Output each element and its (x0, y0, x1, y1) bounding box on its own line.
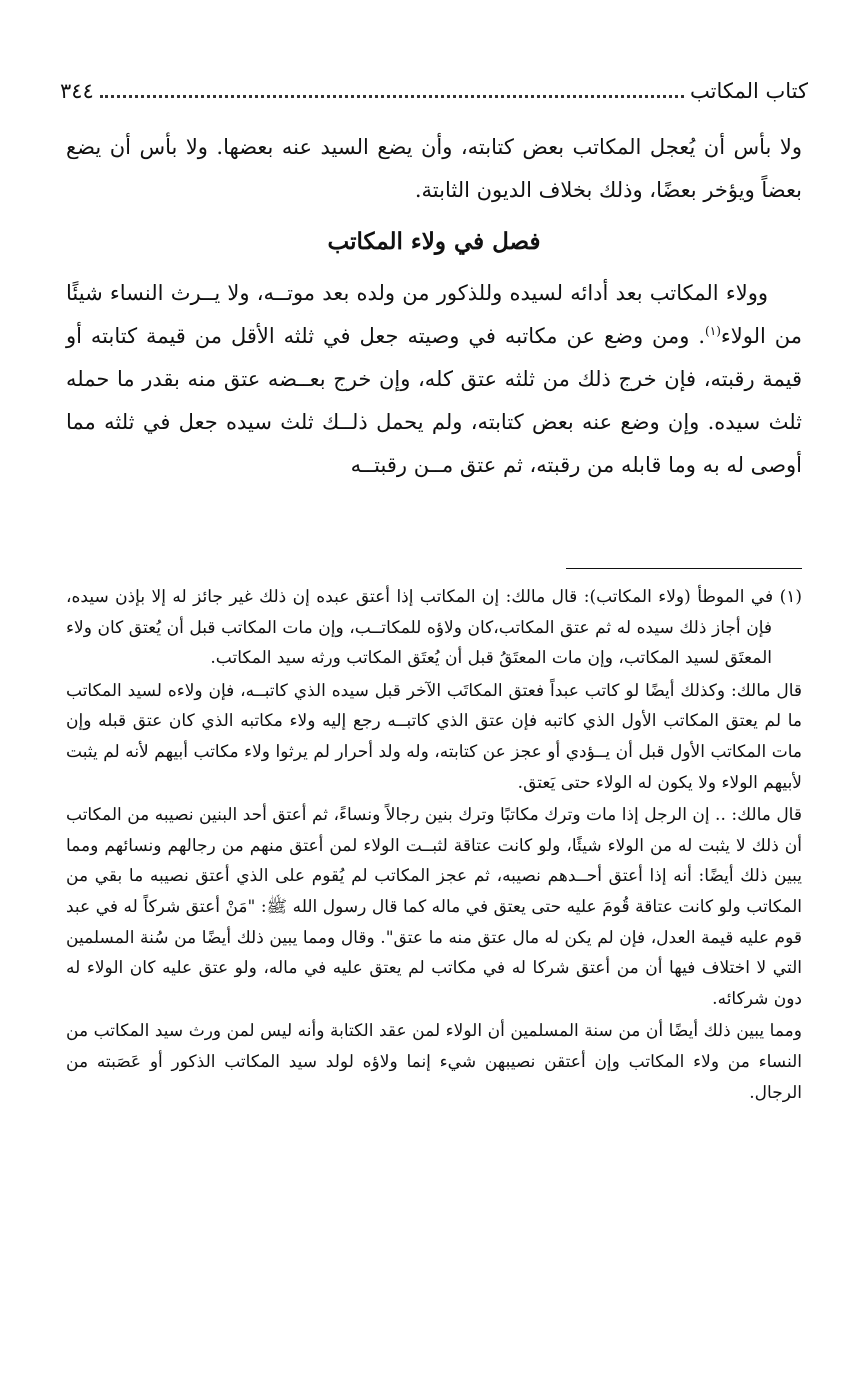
main-text (66, 126, 802, 487)
footnote-marker[interactable]: (١) (705, 324, 721, 338)
page-header (60, 66, 808, 106)
page-number: ٣٤٤ (60, 79, 94, 103)
running-title: كتاب المكاتب (689, 79, 808, 103)
paragraph-wala (66, 272, 802, 487)
section-heading: فصل في ولاء المكاتب (327, 228, 541, 255)
dotted-leader (100, 95, 684, 98)
footnote-1-paragraph-3: قال مالك: .. إن الرجل إذا مات وترك مكاتبًا وترك بنين رجالاً ونساءً، ثم أعتق أحد البنين نصيبه من المكاتب أن ذلك لا يثبت له من الولاء شيئًا، ولو كانت عتاقة لثبــت الولاء لمن أعتق منهم من رجالهم ونسائهم ومما يبين ذلك أيضًا: أنه إذا أعتق أحــدهم نصيبه، ثم عجز المكاتب لم يُقوم على الذي أعتق نصيبه ما بقي من المكاتب ولو كانت عتاقة قُومَ عليه حتى يعتق في ماله كما قال رسول الله ﷺ: "مَنْ أعتق شركاً له في عبد قوم عليه قيمة العدل، فإن لم يكن له مال عتق منه ما عتق". وقال ومما يبين ذلك أيضًا من سُنة المسلمين التي لا اختلاف فيها أن من أعتق شركا له في مكاتب لم يعتق عليه في ماله، ولو عتق عليه كان الولاء له دون شركائه. (66, 805, 802, 1009)
footnote-1-paragraph-1: (١) في الموطأ (ولاء المكاتب): قال مالك: إن المكاتب إذا أعتق عبده إن ذلك غير جائز له إلا بإذن سيده، فإن أجاز ذلك سيده له ثم عتق المكاتب،كان ولاؤه للمكاتــب، وإن مات المكاتب قبل أن يُعتق كان ولاء المعتَق لسيد المكاتب، وإن مات المعتَقُ قبل أن يُعتَق المكاتب ورثه سيد المكاتب. (66, 587, 802, 669)
paragraph-wala-part-1: وولاء المكاتب بعد أدائه لسيده وللذكور من ولده بعد موتــه، ولا يــرث النساء شيئًا من الولاء (66, 281, 802, 348)
footnote-1-paragraph-4: ومما يبين ذلك أيضًا أن من سنة المسلمين أن الولاء لمن عقد الكتابة وأنه ليس لمن ورث سيد المكاتب من النساء من ولاء المكاتب وإن أعتقن نصيبهن شيء إنما ولاؤه لولد سيد المكاتب الذكور أو عَصَبته من الرجال. (66, 1021, 802, 1103)
paragraph-wala-part-2: . ومن وضع عن مكاتبه في وصيته جعل في ثلثه الأقل من قيمة كتابته أو قيمة رقبته، فإن خرج ذلك من ثلثه عتق كله، وإن خرج بعــضه عتق منه بقدر ما حمله ثلث سيده. وإن وضع عنه بعض كتابته، ولم يحمل ذلــك ثلث سيده جعل في ثلثه مما أوصى له به وما قابله من رقبته، ثم عتق مــن رقبتــه (66, 324, 802, 477)
footnotes (66, 582, 802, 1108)
footnote-separator (566, 568, 802, 569)
footnote-1-paragraph-2: قال مالك: وكذلك أيضًا لو كاتب عبداً فعتق المكاتَب الآخر قبل سيده الذي كاتبــه، فإن ولاءه لسيد المكاتب ما لم يعتق المكاتب الأول الذي كاتبه فإن عتق الذي كاتبــه رجع إليه ولاء مكاتبه الذي كان عتق قبله وإن مات المكاتب الأول قبل أن يــؤدي أو عجز عن كتابته، وله ولد أحرار لم يرثوا ولاء مكاتب أبيهم لأنه لم يثبت لأبيهم الولاء ولا يكون له الولاء حتى يَعتق. (66, 680, 802, 793)
paragraph-advance-payment: ولا بأس أن يُعجل المكاتب بعض كتابته، وأن يضع السيد عنه بعضها. ولا بأس أن يضع بعضاً ويؤخر بعضًا، وذلك بخلاف الديون الثابتة. (66, 135, 802, 202)
